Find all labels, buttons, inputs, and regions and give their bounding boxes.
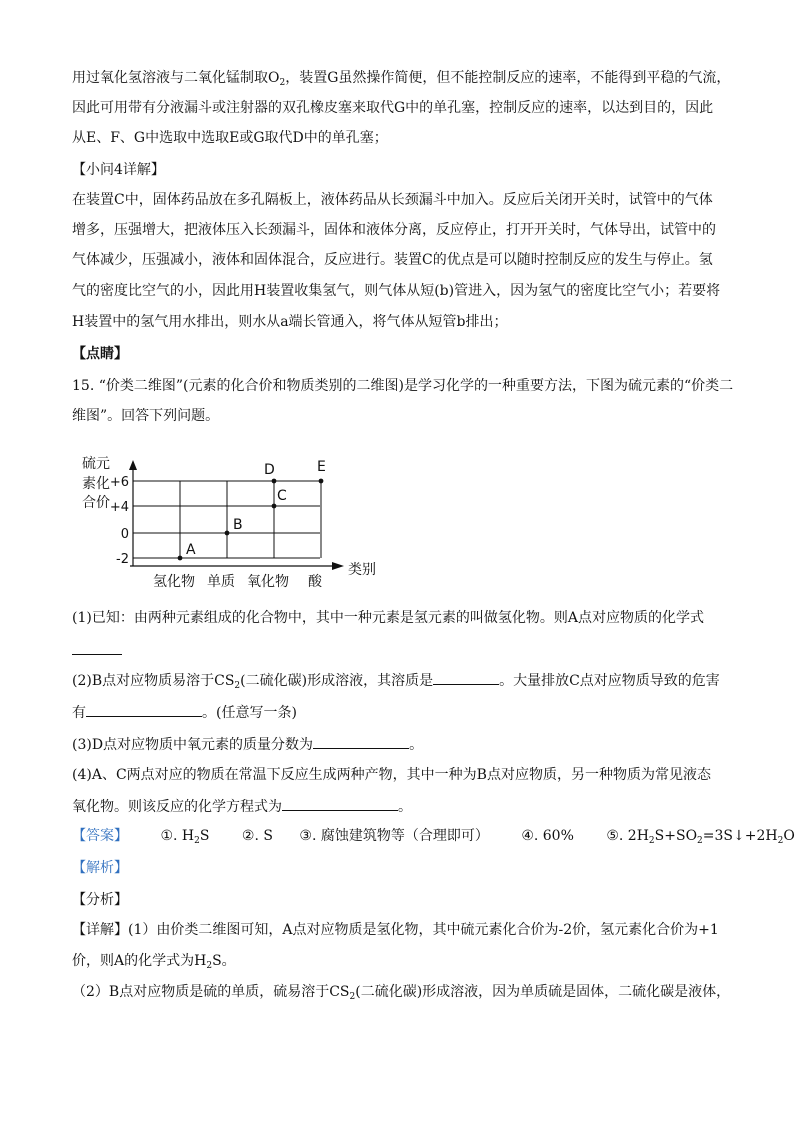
paragraph-line: 因此可用带有分液漏斗或注射器的双孔橡皮塞来取代G中的单孔塞，控制反应的速率，以达到目的，因此 bbox=[72, 100, 714, 116]
x-tick-labels bbox=[153, 573, 323, 590]
ylabel-line: 素化 bbox=[82, 476, 110, 492]
data-points bbox=[178, 459, 326, 560]
x-axis-arrow bbox=[332, 562, 344, 570]
analysis-heading: 【解析】 bbox=[72, 860, 128, 876]
point-label-c: C bbox=[277, 488, 287, 504]
point-b bbox=[225, 531, 230, 536]
point-label-a: A bbox=[186, 542, 196, 558]
answer-5: ⑤. $2H_2S+SO_2=3S↓+2H_2O$ bbox=[606, 828, 795, 846]
ylabel-group bbox=[82, 456, 110, 511]
y-tick-label: 0 bbox=[120, 527, 129, 542]
point-label-b: B bbox=[233, 517, 243, 533]
x-tick-label: 单质 bbox=[207, 574, 235, 590]
section-heading: 【小问4详解】 bbox=[72, 162, 165, 178]
question-15-line: 维图”。回答下列问题。 bbox=[72, 408, 220, 424]
ylabel-line: 合价 bbox=[82, 495, 110, 511]
point-c bbox=[272, 504, 277, 509]
paragraph-line: H装置中的氢气用水排出，则水从a端长管通入，将气体从短管b排出； bbox=[72, 314, 508, 330]
paragraph-line: 气体减少，压强减小，液体和固体混合，反应进行。装置C的优点是可以随时控制反应的发生与停止。氢 bbox=[72, 252, 713, 268]
detail-1: 【详解】(1）由价类二维图可知，A点对应物质是氢化物，其中硫元素化合价为-2价，氢元素化合价为+1 bbox=[72, 922, 719, 938]
y-tick-label: +6 bbox=[109, 475, 129, 490]
question-4: (4)A、C两点对应的物质在常温下反应生成两种产物，其中一种为B点对应物质，另一种物质为常见液态 bbox=[72, 767, 711, 783]
tip-heading: 【点睛】 bbox=[72, 346, 128, 362]
detail-1-cont: 价，则A的化学式为$H_2S$。 bbox=[72, 953, 236, 971]
x-tick-label: 酸 bbox=[308, 574, 322, 590]
question-2: (2)B点对应物质易溶于$CS_2$(二硫化碳)形成溶液，其溶质是 。大量排放C点对应物质导致的危害 bbox=[72, 670, 732, 691]
blank bbox=[282, 796, 398, 811]
valence-category-chart bbox=[72, 450, 392, 592]
question-4-cont: 氧化物。则该反应的化学方程式为 。 bbox=[72, 796, 732, 817]
blank bbox=[433, 670, 499, 685]
point-a bbox=[178, 556, 183, 561]
y-tick-label: +4 bbox=[109, 500, 129, 515]
x-tick-label: 氧化物 bbox=[247, 574, 289, 590]
question-15-line: 15. “价类二维图”(元素的化合价和物质类别的二维图)是学习化学的一种重要方法，下图为硫元素的“价类二 bbox=[72, 378, 734, 394]
point-d bbox=[272, 479, 277, 484]
chart-axes bbox=[129, 460, 344, 570]
point-e bbox=[319, 479, 324, 484]
y-tick-label: -2 bbox=[116, 552, 129, 567]
paragraph-line: 气的密度比空气的小，因此用H装置收集氢气，则气体从短(b)管进入，因为氢气的密度比空气小；若要将 bbox=[72, 283, 721, 299]
paragraph-line: 在装置C中，固体药品放在多孔隔板上，液体药品从长颈漏斗中加入。反应后关闭开关时，试管中的气体 bbox=[72, 192, 713, 208]
chart-grid bbox=[133, 481, 321, 558]
blank bbox=[86, 702, 202, 717]
paragraph-line: 增多，压强增大，把液体压入长颈漏斗，固体和液体分离，反应停止，打开开关时，气体导出，试管中的 bbox=[72, 222, 716, 238]
x-axis-label: 类别 bbox=[348, 562, 376, 578]
ylabel-line: 硫元 bbox=[82, 456, 110, 472]
blank bbox=[313, 734, 409, 749]
y-tick-labels bbox=[110, 475, 129, 567]
answer-label: 【答案】 bbox=[72, 828, 128, 844]
question-2-cont: 有 。(任意写一条) bbox=[72, 702, 732, 723]
x-tick-label: 氢化物 bbox=[153, 574, 195, 590]
question-3: (3)D点对应物质中氧元素的质量分数为 。 bbox=[72, 734, 732, 755]
y-axis-arrow bbox=[129, 460, 137, 470]
answer-blank-1 bbox=[72, 640, 732, 661]
answer-line bbox=[72, 826, 795, 846]
blank bbox=[72, 640, 122, 655]
answer-2: ②. S bbox=[241, 828, 273, 844]
question-1: (1)已知：由两种元素组成的化合物中，其中一种元素是氢元素的叫做氢化物。则A点对应物质的化学式 bbox=[72, 610, 704, 626]
detail-2: （2）B点对应物质是硫的单质，硫易溶于$CS_2$(二硫化碳)形成溶液，因为单质硫是固体，二硫化碳是液体， bbox=[72, 984, 731, 1002]
paragraph-line: 从E、F、G中选取中选取E或G取代D中的单孔塞； bbox=[72, 130, 388, 146]
fenxi-heading: 【分析】 bbox=[72, 892, 128, 908]
paragraph-line: 用过氧化氢溶液与二氧化锰制取$O_2$，装置G虽然操作简便，但不能控制反应的速率，不能得到平稳的气流， bbox=[72, 70, 731, 88]
point-label-d: D bbox=[264, 462, 275, 478]
answer-4: ④. 60% bbox=[521, 828, 574, 844]
point-label-e: E bbox=[317, 459, 326, 475]
answer-3: ③. 腐蚀建筑物等（合理即可） bbox=[299, 828, 489, 844]
answer-1: ①. $H_2S$ bbox=[160, 828, 210, 846]
